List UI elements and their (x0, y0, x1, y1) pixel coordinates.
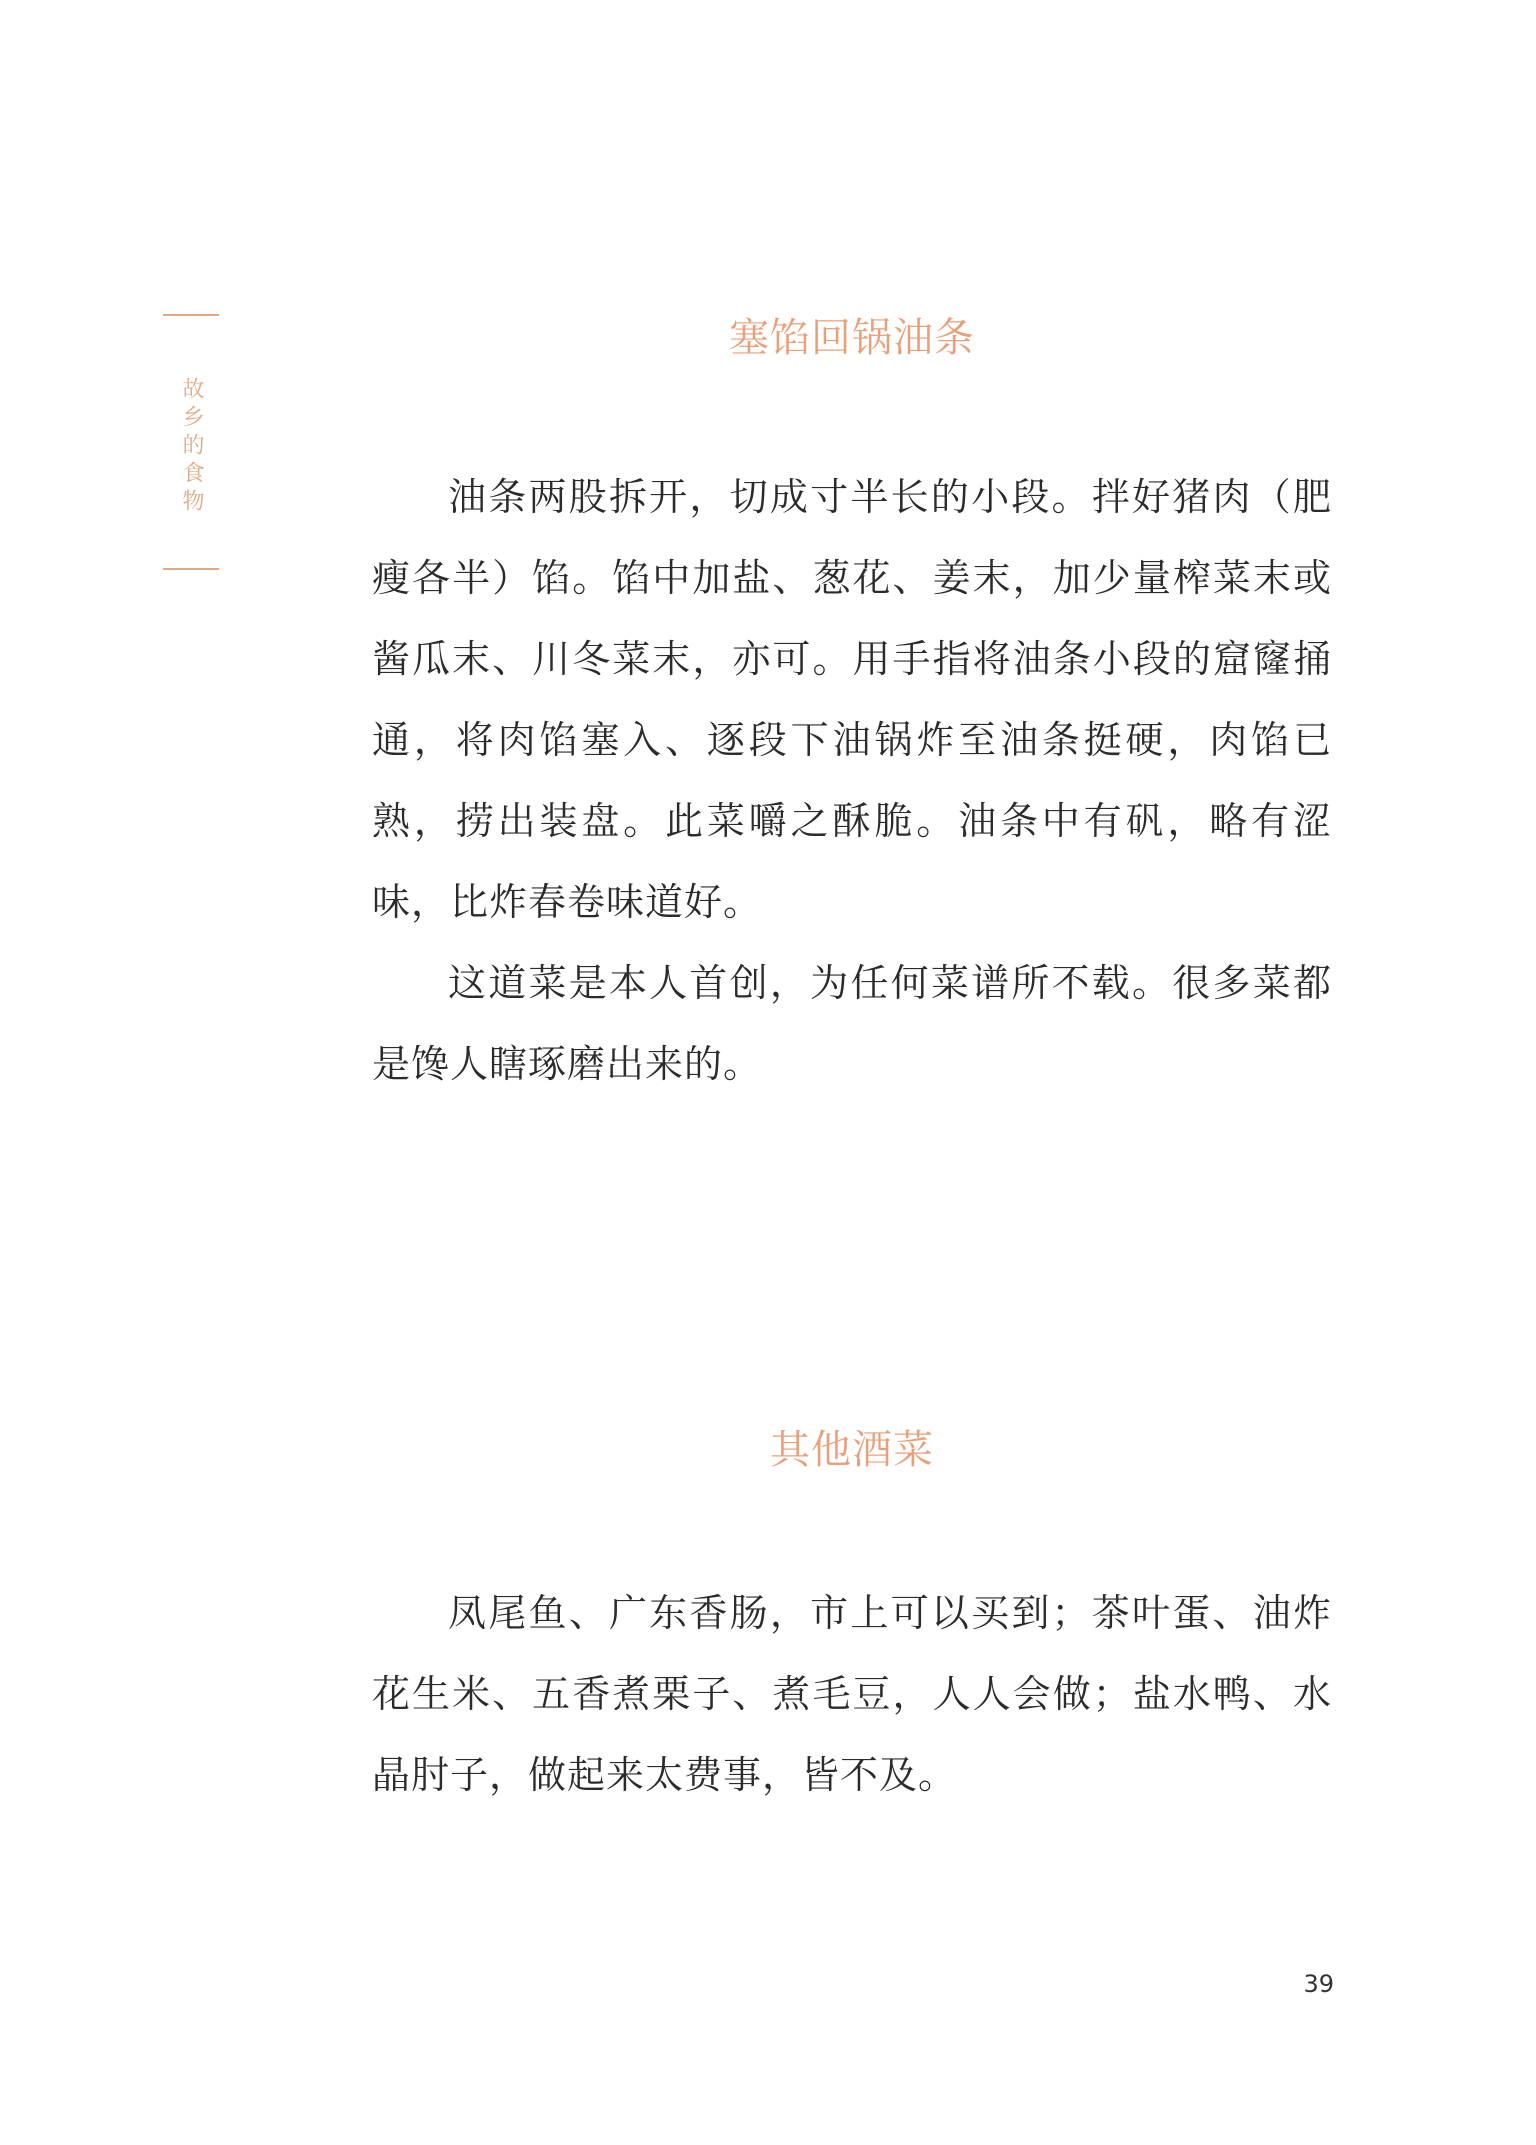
paragraph: 油条两股拆开，切成寸半长的小段。拌好猪肉（肥瘦各半）馅。馅中加盐、葱花、姜末，加少量榨菜末或酱瓜末、川冬菜末，亦可。用手指将油条小段的窟窿捅通，将肉馅塞入、逐段下油锅炸至油条挺硬，肉馅已熟，捞出装盘。此菜嚼之酥脆。油条中有矾，略有涩味，比炸春卷味道好。 (372, 475, 1332, 924)
section-body-2 (372, 1573, 1332, 1816)
section-title-2: 其他酒菜 (770, 1427, 934, 1473)
header-rule-top (163, 314, 219, 316)
paragraph: 凤尾鱼、广东香肠，市上可以买到；茶叶蛋、油炸花生米、五香煮栗子、煮毛豆，人人会做；盐水鸭、水晶肘子，做起来太费事，皆不及。 (372, 1591, 1332, 1797)
running-header (163, 300, 219, 576)
header-rule-bottom (163, 568, 219, 570)
section-body-1 (372, 457, 1332, 1105)
paragraph: 这道菜是本人首创，为任何菜谱所不载。很多菜都是馋人瞎琢磨出来的。 (372, 961, 1332, 1086)
page-number: 39 (1303, 1970, 1334, 1998)
running-title: 故乡的食物 (179, 377, 204, 517)
section-title-1: 塞馅回锅油条 (729, 315, 975, 361)
